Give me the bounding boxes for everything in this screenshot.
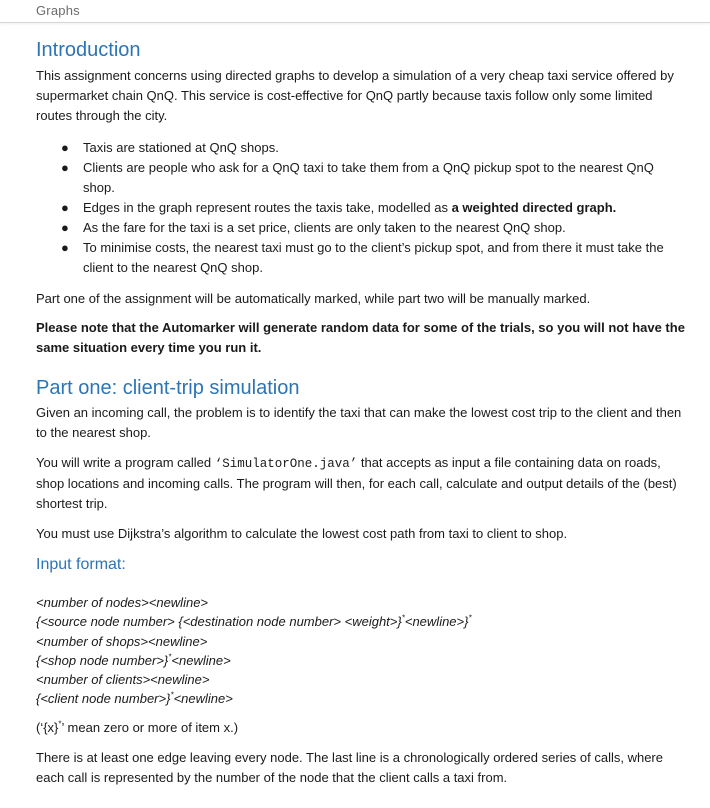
input-format-spec	[36, 593, 688, 709]
bullet-icon: ●	[61, 140, 69, 155]
document-header-bar	[0, 0, 710, 23]
input-format-heading: Input format:	[36, 556, 126, 573]
format-line: {<client node number>}*<newline>	[36, 691, 233, 707]
document-page	[36, 36, 688, 788]
format-line: {<shop node number>}*<newline>	[36, 652, 231, 668]
part-one-intro-paragraph: Given an incoming call, the problem is to identify the taxi that can make the lowest cost trip to the client and then to the nearest shop.	[36, 405, 682, 440]
list-item: ● As the fare for the taxi is a set price, clients are only taken to the nearest QnQ shop.	[36, 218, 688, 238]
document-header-label: Graphs	[36, 3, 80, 18]
list-item: ● Taxis are stationed at QnQ shops.	[36, 138, 688, 158]
bullet-icon: ●	[61, 220, 69, 235]
automarker-note: Please note that the Automarker will generate random data for some of the trials, so you will not have the same situation every time you run it.	[36, 320, 685, 355]
list-item: ● Clients are people who ask for a QnQ taxi to take them from a QnQ pickup spot to the nearest QnQ shop.	[61, 160, 654, 195]
bullet-icon: ●	[61, 200, 69, 215]
format-line: <number of clients><newline>	[36, 672, 210, 688]
bullet-icon: ●	[61, 160, 69, 175]
marking-note: Part one of the assignment will be automatically marked, while part two will be manually marked.	[36, 291, 591, 306]
list-item: ● To minimise costs, the nearest taxi must go to the client’s pickup spot, and from there it must take the client to the nearest QnQ shop.	[61, 240, 664, 275]
dijkstra-requirement: You must use Dijkstra’s algorithm to calculate the lowest cost path from taxi to client to shop.	[36, 526, 568, 541]
program-description-paragraph: You will write a program called ‘SimulatorOne.java’ that accepts as input a file containing data on roads, shop locations and incoming calls. The program will then, for each call, calculate and output details of the (best) shortest trip.	[36, 455, 677, 511]
introduction-bullet-list	[36, 138, 688, 278]
notation-note: (‘{x}*’ mean zero or more of item x.)	[36, 719, 239, 735]
format-line: <number of nodes><newline>	[36, 595, 209, 610]
introduction-heading: Introduction	[36, 39, 141, 61]
introduction-paragraph: This assignment concerns using directed graphs to develop a simulation of a very cheap taxi service offered by supermarket chain QnQ. This service is cost-effective for QnQ partly because taxis follow only some limited routes through the city.	[36, 68, 674, 123]
format-line: {<source node number> {<destination node number> <weight>}*<newline>}*	[36, 613, 472, 630]
bullet-icon: ●	[61, 240, 69, 255]
format-line: <number of shops><newline>	[36, 633, 208, 649]
list-item: ● Edges in the graph represent routes the taxis take, modelled as a weighted directed graph.	[36, 198, 688, 218]
part-one-heading: Part one: client-trip simulation	[36, 377, 300, 399]
weighted-directed-graph-emphasis: a weighted directed graph.	[451, 200, 617, 215]
program-filename: ‘SimulatorOne.java’	[214, 457, 358, 471]
edge-constraint-paragraph: There is at least one edge leaving every node. The last line is a chronologically ordered series of calls, where each call is represented by the number of the node that the client calls a taxi from.	[36, 749, 663, 785]
